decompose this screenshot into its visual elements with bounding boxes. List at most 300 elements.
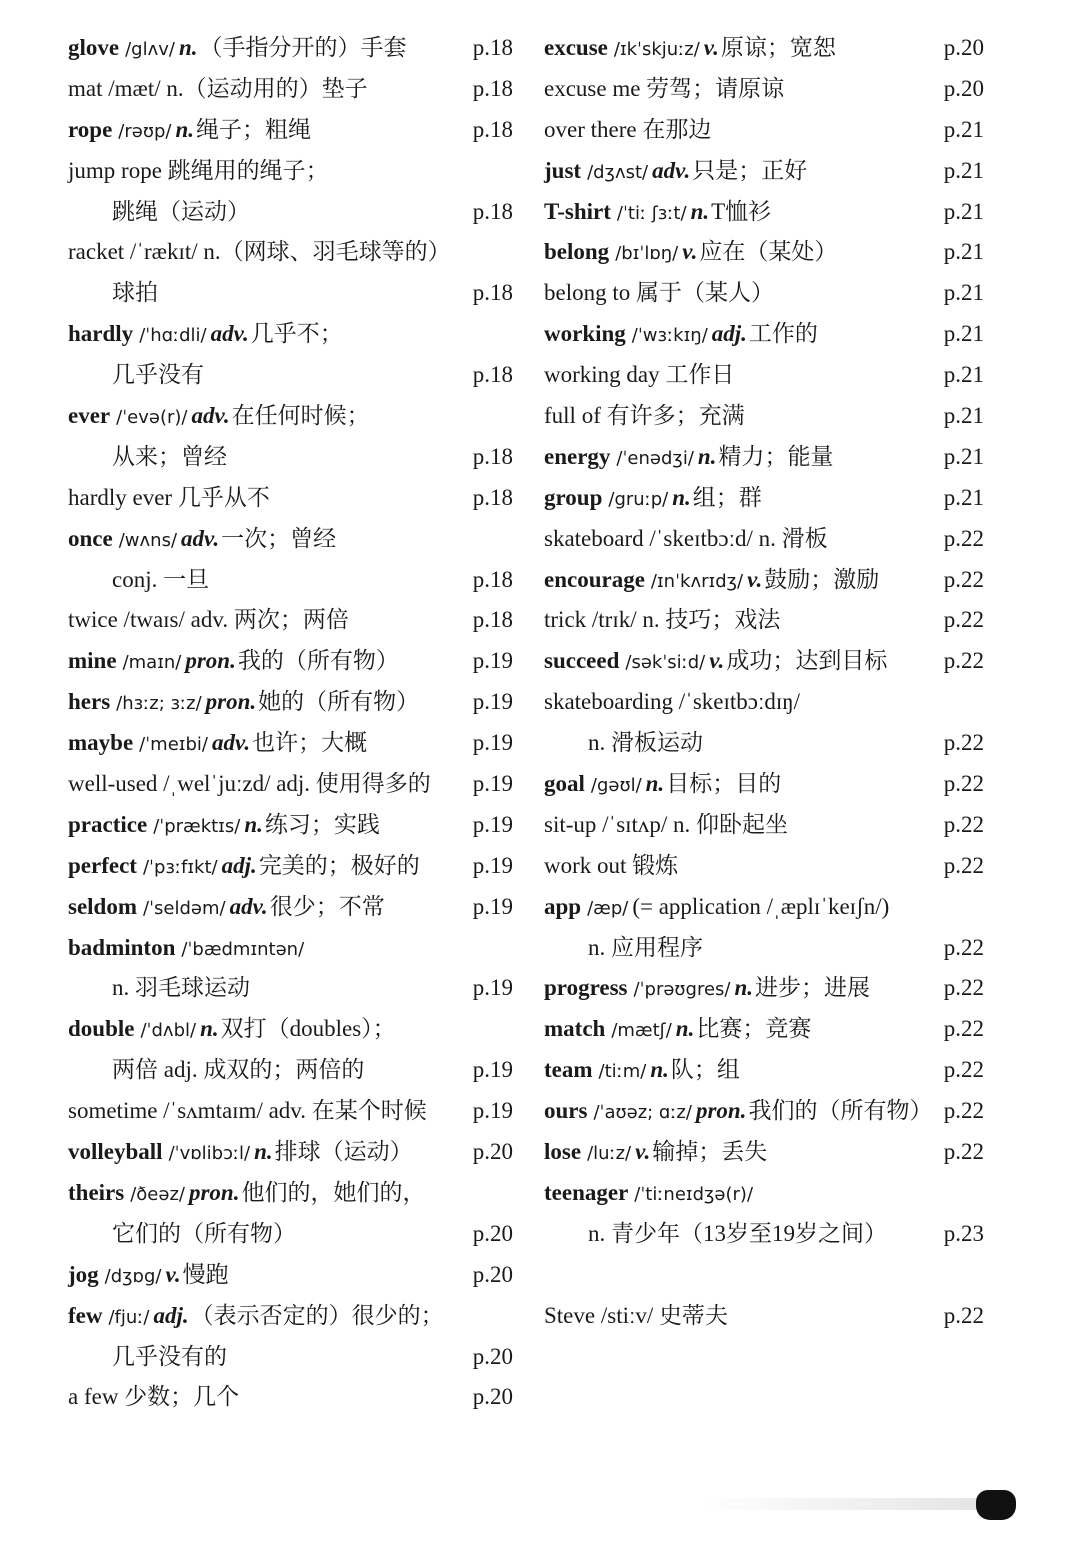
definition: racket /ˈrækɪt/ n.（网球、羽毛球等的） [68,239,451,265]
entry-text [68,1009,396,1052]
page-ref: p.22 [943,525,984,551]
vocab-entry [544,1009,984,1050]
vocab-entry [544,928,984,969]
definition: 也许；大概 [252,730,368,756]
page-ref: p.22 [943,975,984,1001]
entry-text [68,437,227,478]
vocab-entry [544,396,984,437]
headword: practice [68,811,148,837]
pronunciation: /ˈwɜːkɪŋ/ [631,325,708,347]
entry-text [544,1091,932,1134]
headword: mine [68,648,117,674]
pronunciation: /ˈtiːneɪdʒə(r)/ [634,1183,754,1205]
definition: 组；群 [692,484,762,510]
vocab-entry [68,1214,513,1255]
vocab-entry [544,1214,984,1255]
headword: T-shirt [544,198,611,224]
headword: encourage [544,566,645,592]
page-ref: p.22 [943,566,984,592]
page-ref: p.21 [943,116,984,142]
definition: 练习；实践 [264,811,380,837]
page-ref: p.22 [943,730,984,756]
definition: 在任何时候； [231,403,370,429]
headword: working [544,321,626,347]
page-ref: p.21 [943,321,984,347]
entry-text [544,1173,757,1216]
definition: 只是；正好 [692,157,808,183]
definition: 慢跑 [182,1261,229,1287]
page-ref: p.18 [472,443,513,469]
definition: over there 在那边 [544,116,712,142]
part-of-speech: n. [675,1016,695,1042]
definition: well-used /ˌwelˈjuːzd/ adj. 使用得多的 [68,771,431,797]
pronunciation: /ˈdʌbl/ [140,1020,197,1042]
entry-text [68,1337,227,1378]
page-ref: p.22 [943,934,984,960]
vocab-entry [68,1337,513,1378]
vocab-entry [68,232,513,273]
left-column [68,28,513,1418]
vocab-entry [544,1050,984,1091]
headword: perfect [68,852,137,878]
vocab-entry [544,682,984,723]
vocab-entry [544,1296,984,1337]
definition: 两倍 adj. 成双的；两倍的 [112,1057,365,1083]
entry-text [544,1050,740,1093]
vocab-entry [68,1132,513,1173]
entry-text [68,273,158,314]
headword: belong [544,239,610,265]
page-ref: p.19 [472,1098,513,1124]
definition: 原谅；宽恕 [720,35,836,60]
entry-text [68,28,407,71]
pronunciation: /dʒɒg/ [104,1265,162,1287]
definition: belong to 属于（某人） [544,280,774,306]
pronunciation: /wʌns/ [118,529,178,551]
definition: 精力；能量 [718,443,834,469]
headword: hers [68,689,111,715]
definition: 很少；不常 [269,893,385,919]
part-of-speech: n. [178,35,198,60]
pronunciation: /mætʃ/ [611,1020,672,1042]
page-ref: p.22 [943,852,984,878]
definition: T恤衫 [711,198,772,224]
vocab-entry [544,519,984,560]
entry-text [544,968,870,1011]
page-ref: p.18 [472,280,513,306]
vocab-entry [544,28,984,69]
entry-text [544,314,818,357]
part-of-speech: n. [650,1057,669,1083]
entry-text [68,314,343,357]
vocab-entry [544,110,984,151]
entry-text [544,928,703,969]
headword: lose [544,1139,582,1165]
definition: 队；组 [670,1057,740,1083]
vocab-entry [68,846,513,887]
definition: 几乎没有的 [112,1343,227,1369]
headword: ours [544,1098,588,1124]
headword: app [544,893,582,919]
definition: working day 工作日 [544,362,735,388]
headword: progress [544,975,628,1001]
pronunciation: /ˈmeɪbi/ [139,734,208,756]
vocab-entry [68,192,513,233]
pronunciation: /ˈaʊəz; ɑːz/ [593,1102,692,1124]
part-of-speech: n. [697,443,717,469]
vocab-entry [544,232,984,273]
vocab-entry [68,1091,513,1132]
page-ref: p.18 [472,116,513,142]
vocab-entry [68,273,513,314]
page-ref: p.20 [472,1384,513,1410]
page-ref: p.18 [472,35,513,60]
vocab-entry [544,478,984,519]
entry-text [544,1214,887,1255]
page-ref: p.22 [943,1016,984,1042]
page-ref: p.21 [943,280,984,306]
definition: sometime /ˈsʌmtaɪm/ adv. 在某个时候 [68,1098,427,1124]
page-ref: p.18 [472,607,513,633]
definition: work out 锻炼 [544,852,679,878]
definition: 跳绳（运动） [112,198,250,224]
definition: sit-up /ˈsɪtʌp/ n. 仰卧起坐 [544,811,789,837]
pronunciation: /æp/ [587,897,629,919]
entry-text [68,600,349,641]
definition: 从来；曾经 [112,443,227,469]
entry-text [544,232,837,275]
definition: excuse me 劳驾；请原谅 [544,75,785,101]
definition: jump rope 跳绳用的绳子； [68,157,329,183]
right-column [544,28,984,1337]
entry-text [544,519,828,560]
vocab-entry [68,1296,513,1337]
vocab-entry [544,1132,984,1173]
part-of-speech: pron. [695,1098,747,1124]
entry-text [68,1255,229,1298]
vocab-entry [544,151,984,192]
pronunciation: /hɜːz; ɜːz/ [116,693,202,715]
vocab-entry [68,560,513,601]
definition: 工作的 [748,321,818,347]
entry-text [544,1132,767,1175]
headword: match [544,1016,606,1042]
definition: 我的（所有物） [237,648,399,674]
page-ref: p.18 [472,198,513,224]
vocab-entry [544,355,984,396]
definition: a few 少数；几个 [68,1384,240,1410]
page-ref: p.18 [472,362,513,388]
part-of-speech: n. [200,1016,219,1042]
vocab-entry [68,641,513,682]
part-of-speech: n. [734,975,754,1001]
vocab-entry [68,437,513,478]
scroll-track [700,1498,990,1510]
pronunciation: /fjuː/ [108,1306,150,1328]
definition: 排球（运动） [274,1139,413,1165]
part-of-speech: v. [747,566,763,592]
pronunciation: /ˈprəʊgres/ [633,979,731,1001]
page-ref: p.21 [943,484,984,510]
headword: rope [68,116,113,142]
entry-text [68,560,209,601]
page-ref: p.19 [472,689,513,715]
vocab-entry [68,110,513,151]
page-ref: p.19 [472,893,513,919]
page-ref: p.19 [472,852,513,878]
page-ref: p.20 [943,35,984,60]
definition: conj. 一旦 [112,566,210,592]
scroll-thumb-icon [976,1490,1016,1520]
definition: skateboarding /ˈskeɪtbɔːdɪŋ/ [544,689,801,715]
definition: 目标；目的 [666,771,782,797]
entry-text [68,192,250,233]
part-of-speech: n. [690,198,710,224]
vocab-entry [68,1009,513,1050]
entry-text [544,110,711,151]
vocab-entry [544,192,984,233]
page-ref: p.18 [472,484,513,510]
page-ref: p.22 [943,1057,984,1083]
page-ref: p.22 [943,607,984,633]
definition: 几乎没有 [112,362,204,388]
vocab-entry [68,805,513,846]
entry-text [544,846,678,887]
entry-text [68,1214,296,1255]
entry-text [68,928,308,971]
vocab-entry [544,764,984,805]
page-ref: p.22 [943,1098,984,1124]
page-ref: p.19 [472,730,513,756]
pronunciation: /ˈenədʒi/ [616,447,694,469]
part-of-speech: v. [635,1139,651,1165]
definition: n. 滑板运动 [588,730,703,756]
page-ref: p.19 [472,648,513,674]
vocab-entry [68,314,513,355]
definition: 输掉；丢失 [652,1139,768,1165]
part-of-speech: v. [682,239,698,265]
entry-text [544,437,833,480]
headword: succeed [544,648,620,674]
part-of-speech: n. [254,1139,273,1165]
part-of-speech: n. [672,484,691,510]
entry-text [68,764,431,805]
page-ref: p.22 [943,811,984,837]
headword: volleyball [68,1139,163,1165]
part-of-speech: n. [244,811,263,837]
definition: 比赛；竞赛 [696,1016,812,1042]
vocab-entry [544,1255,984,1296]
page-ref: p.20 [472,1343,513,1369]
page-ref: p.20 [472,1139,513,1165]
page-ref: p.21 [943,198,984,224]
entry-text [68,478,270,519]
pronunciation: /gruːp/ [608,488,669,510]
vocab-entry [68,723,513,764]
vocab-entry [68,478,513,519]
definition: (= application /ˌæplɪˈkeɪʃn/) [632,893,890,919]
definition: twice /twaɪs/ adv. 两次；两倍 [68,607,349,633]
pronunciation: /ˈpɜːfɪkt/ [142,856,218,878]
vocab-entry [544,887,984,928]
definition: Steve /stiːv/ 史蒂夫 [544,1302,728,1328]
entry-text [544,478,762,521]
entry-text [544,723,703,764]
pronunciation: /maɪn/ [122,652,182,674]
definition: 绳子；粗绳 [196,116,311,142]
entry-text [68,887,385,930]
definition: 一次；曾经 [221,525,337,551]
entry-text [544,560,879,603]
scroll-indicator [700,1488,1020,1520]
page-ref: p.21 [943,157,984,183]
definition: n. 应用程序 [588,934,703,960]
definition: 鼓励；激励 [764,566,880,592]
pronunciation: /tiːm/ [598,1061,647,1083]
part-of-speech: pron. [185,648,236,674]
part-of-speech: v. [709,648,725,674]
vocab-entry [68,1050,513,1091]
definition: 她的（所有物） [258,689,420,715]
vocab-entry [544,1173,984,1214]
entry-text [68,805,380,848]
part-of-speech: adv. [181,525,220,551]
definition: n. 青少年（13岁至19岁之间） [588,1220,887,1246]
pronunciation: /rəʊp/ [118,120,172,142]
entry-text [544,887,889,930]
headword: goal [544,771,585,797]
entry-text [544,28,836,71]
entry-text [544,192,771,235]
entry-text [544,1009,811,1052]
headword: theirs [68,1179,125,1205]
page-ref: p.18 [472,75,513,101]
headword: just [544,157,582,183]
vocab-entry [68,396,513,437]
part-of-speech: n. [645,771,665,797]
vocab-entry [68,968,513,1009]
pronunciation: /glʌv/ [125,39,175,60]
entry-text [68,846,420,889]
page-ref: p.21 [943,443,984,469]
entry-text [68,1050,364,1091]
vocab-entry [68,1377,513,1418]
entry-text [68,1173,425,1216]
page-ref: p.22 [943,648,984,674]
pronunciation: /ˈtiː ʃɜːt/ [616,202,687,224]
headword: maybe [68,730,134,756]
vocab-entry [68,1255,513,1296]
pronunciation: /luːz/ [587,1143,632,1165]
part-of-speech: adj. [711,321,747,347]
definition: 进步；进展 [755,975,871,1001]
page-ref: p.19 [472,771,513,797]
page-ref: p.22 [943,1302,984,1328]
headword: hardly [68,321,134,347]
entry-text [68,1091,427,1132]
pronunciation: /ˈevə(r)/ [116,407,188,429]
page-ref: p.19 [472,811,513,837]
page-ref: p.22 [943,771,984,797]
entry-text [544,805,788,846]
vocab-entry [68,28,513,69]
entry-text [544,396,745,437]
headword: jog [68,1261,99,1287]
entry-text [544,355,734,396]
vocab-entry [544,1091,984,1132]
page-ref: p.18 [472,566,513,592]
vocab-entry [68,69,513,110]
definition: 应在（某处） [699,239,838,265]
page-ref: p.20 [943,75,984,101]
page-ref: p.19 [472,1057,513,1083]
headword: team [544,1057,593,1083]
definition: skateboard /ˈskeɪtbɔːd/ n. 滑板 [544,525,828,551]
definition: 球拍 [112,280,158,306]
pronunciation: /gəʊl/ [590,775,642,797]
vocab-entry [544,273,984,314]
vocab-entry [68,887,513,928]
definition: trick /trɪk/ n. 技巧；戏法 [544,607,781,633]
definition: 他们的，她们的， [241,1179,426,1205]
headword: badminton [68,934,176,960]
entry-text [68,968,250,1009]
pronunciation: /ɪnˈkʌrɪdʒ/ [650,570,744,592]
vocab-entry [544,723,984,764]
page-ref: p.21 [943,362,984,388]
definition: 完美的；极好的 [258,852,420,878]
pronunciation: /bɪˈlɒŋ/ [615,243,679,265]
headword: seldom [68,893,137,919]
entry-text [68,232,451,273]
headword: glove [68,35,120,60]
entry-text [544,69,784,110]
entry-text [544,764,781,807]
entry-text [68,1132,413,1175]
vocab-entry [68,151,513,192]
definition: full of 有许多；充满 [544,403,745,429]
definition: n. 羽毛球运动 [112,975,250,1001]
definition: 我们的（所有物） [748,1098,933,1124]
page-ref: p.22 [943,1139,984,1165]
page-ref: p.20 [472,1261,513,1287]
definition: hardly ever 几乎从不 [68,484,270,510]
page-ref: p.21 [943,239,984,265]
pronunciation: /ˈvɒlibɔːl/ [168,1143,251,1165]
page-ref: p.21 [943,403,984,429]
entry-text [68,151,329,192]
pronunciation: /dʒʌst/ [587,161,649,183]
entry-text [68,110,311,153]
entry-text [68,641,399,684]
definition: 成功；达到目标 [726,648,888,674]
entry-text [68,1296,444,1339]
definition: （表示否定的）很少的； [190,1302,444,1328]
vocab-entry [68,928,513,969]
pronunciation: /ðeəz/ [130,1183,185,1205]
part-of-speech: pron. [188,1179,240,1205]
part-of-speech: v. [703,35,719,60]
part-of-speech: adv. [652,157,691,183]
entry-text [544,600,780,641]
part-of-speech: adv. [211,730,251,756]
entry-text [68,396,370,439]
vocab-entry [544,69,984,110]
vocab-entry [544,314,984,355]
headword: double [68,1016,135,1042]
definition: 双打（doubles）； [220,1016,396,1042]
vocab-entry [544,560,984,601]
